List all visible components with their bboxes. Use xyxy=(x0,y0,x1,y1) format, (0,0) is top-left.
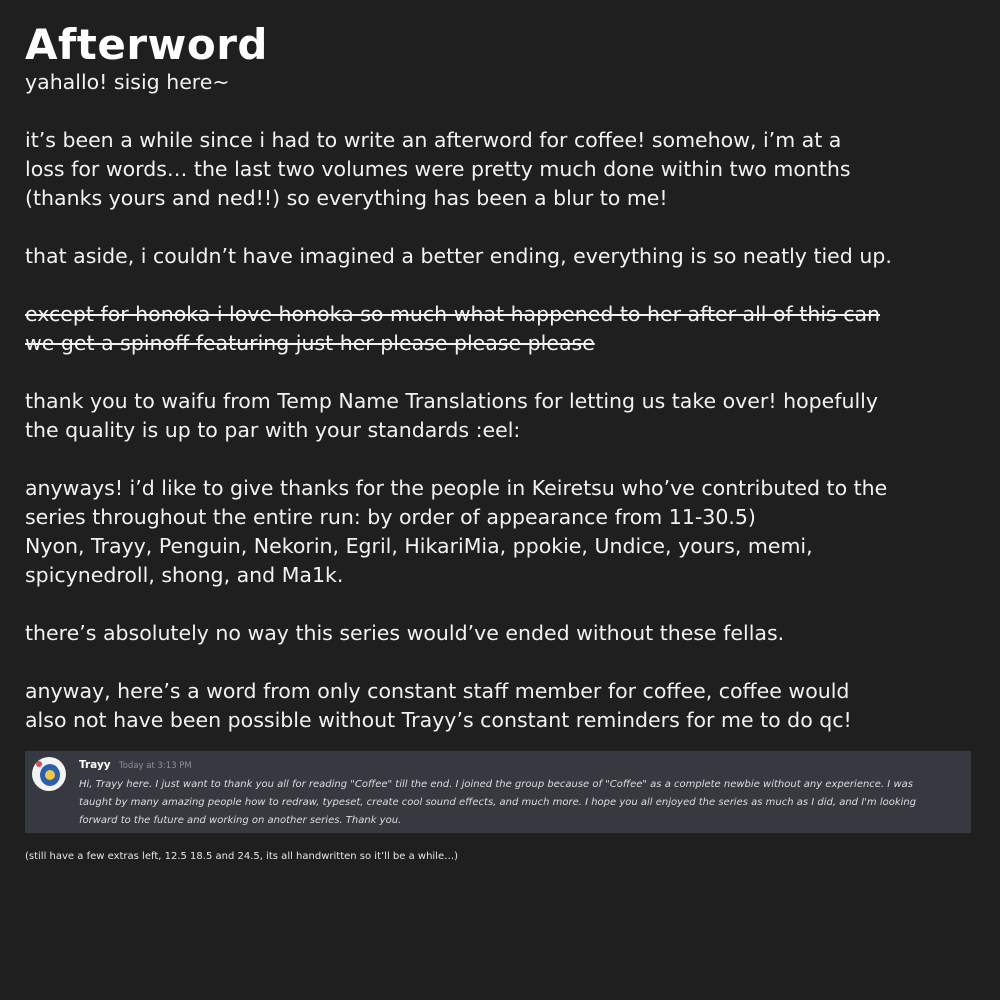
username: Trayy xyxy=(79,759,111,771)
struck-paragraph xyxy=(25,300,975,358)
paragraph-line: loss for words… the last two volumes were pretty much done within two months xyxy=(25,157,851,181)
paragraph-line: (thanks yours and ned!!) so everything has been a blur to me! xyxy=(25,186,668,210)
avatar-highlight xyxy=(45,770,55,780)
message-content xyxy=(79,758,961,830)
message-line: forward to the future and working on another series. Thank you. xyxy=(79,815,402,826)
avatar-accent xyxy=(36,761,42,767)
paragraph-line: it’s been a while since i had to write an afterword for coffee! somehow, i’m at a xyxy=(25,128,842,152)
message-header xyxy=(79,758,961,773)
discord-message-screenshot xyxy=(25,751,971,833)
footnote: (still have a few extras left, 12.5 18.5 and 24.5, its all handwritten so it’ll be a while…) xyxy=(25,851,459,862)
paragraph-line: anyways! i’d like to give thanks for the people in Keiretsu who’ve contributed to the xyxy=(25,476,888,500)
message-line: Hi, Trayy here. I just want to thank you all for reading "Coffee" till the end. I joined the group because of "Coffee" as a complete newbie without any experience. I was xyxy=(79,779,913,790)
paragraph-2 xyxy=(25,242,975,271)
message-body xyxy=(79,776,961,830)
paragraph-line: that aside, i couldn’t have imagined a better ending, everything is so neatly tied up. xyxy=(25,244,892,268)
paragraph-6 xyxy=(25,619,975,648)
paragraph-1 xyxy=(25,126,975,213)
timestamp: Today at 3:13 PM xyxy=(118,761,192,771)
page-title: Afterword xyxy=(25,20,268,69)
paragraph-4 xyxy=(25,387,975,445)
paragraph-line: spicynedroll, shong, and Ma1k. xyxy=(25,563,344,587)
paragraph-line: there’s absolutely no way this series would’ve ended without these fellas. xyxy=(25,621,785,645)
paragraph-line: also not have been possible without Trayy’s constant reminders for me to do qc! xyxy=(25,708,852,732)
paragraph-7 xyxy=(25,677,975,735)
paragraph-5 xyxy=(25,474,975,590)
paragraph-line: we get a spinoff featuring just her please please please xyxy=(25,331,595,355)
paragraph-line: the quality is up to par with your standards :eel: xyxy=(25,418,521,442)
paragraph-line: except for honoka i love honoka so much what happened to her after all of this can xyxy=(25,302,881,326)
avatar xyxy=(32,757,66,791)
paragraph-line: Nyon, Trayy, Penguin, Nekorin, Egril, HikariMia, ppokie, Undice, yours, memi, xyxy=(25,534,813,558)
paragraph-line: anyway, here’s a word from only constant staff member for coffee, coffee would xyxy=(25,679,850,703)
message-line: taught by many amazing people how to redraw, typeset, create cool sound effects, and much more. I hope you all enjoyed the series as much as I did, and I'm looking xyxy=(79,797,917,808)
paragraph-line: series throughout the entire run: by order of appearance from 11-30.5) xyxy=(25,505,756,529)
paragraph-line: thank you to waifu from Temp Name Translations for letting us take over! hopefully xyxy=(25,389,878,413)
greeting-text: yahallo! sisig here~ xyxy=(25,70,230,94)
